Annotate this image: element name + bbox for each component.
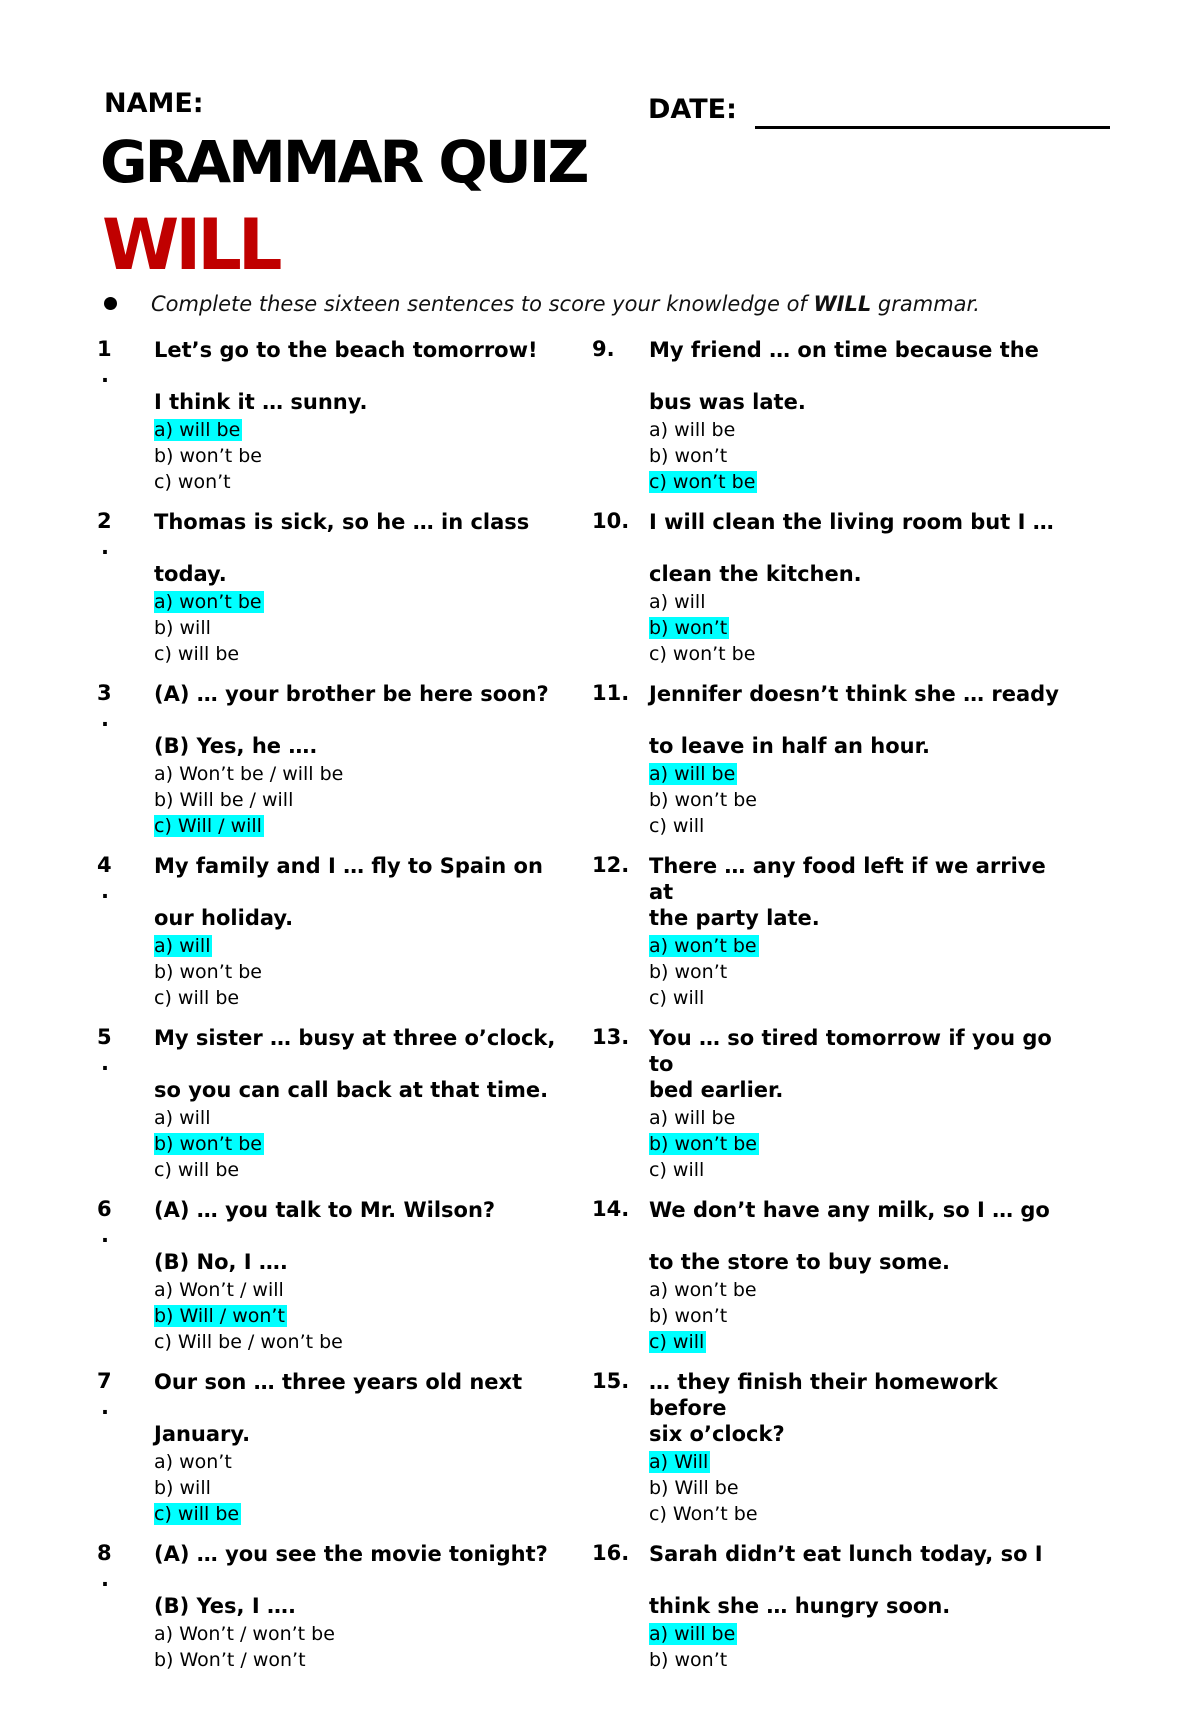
answer-option[interactable] [154, 615, 264, 641]
question-number-dot: . [101, 1051, 109, 1075]
question-number: 8 [97, 1541, 112, 1565]
answer-options [649, 1449, 758, 1527]
answer-options [649, 1277, 757, 1355]
answer-option-label: b) won’t [649, 617, 728, 639]
question-text-line2: to the store to buy some. [649, 1250, 950, 1274]
question-number-dot: . [101, 707, 109, 731]
question-text-line2: so you can call back at that time. [154, 1078, 549, 1102]
answer-option-label: c) will [649, 815, 705, 837]
answer-option-label: a) will [154, 1107, 211, 1129]
answer-option[interactable] [649, 1105, 759, 1131]
answer-option-label: b) won’t be [649, 1133, 757, 1155]
question-number: 5 [97, 1025, 112, 1049]
question-16 [592, 1541, 1152, 1713]
question-number: 12. [592, 853, 630, 877]
question-text-line1: I will clean the living room but I … [649, 510, 1054, 534]
question-text-line1: Jennifer doesn’t think she … ready [649, 682, 1059, 706]
answer-option-label: a) will be [649, 419, 736, 441]
instruction [104, 292, 980, 316]
question-text-line1: Let’s go to the beach tomorrow! [154, 338, 538, 362]
question-8 [97, 1541, 657, 1713]
question-text-line2: (B) Yes, I …. [154, 1594, 296, 1618]
answer-option-label: a) Won’t / will [154, 1279, 284, 1301]
question-10 [592, 509, 1152, 681]
page-subtitle: WILL [102, 204, 279, 286]
question-13 [592, 1025, 1152, 1197]
answer-option[interactable] [154, 469, 262, 495]
question-3 [97, 681, 657, 853]
answer-option[interactable] [649, 787, 757, 813]
answer-option-label: c) will [649, 1331, 705, 1353]
answer-option-label: c) will be [154, 1159, 240, 1181]
instruction-text-bold: WILL [813, 292, 872, 316]
answer-option-label: b) won’t be [649, 789, 757, 811]
question-2 [97, 509, 657, 681]
answer-options [649, 933, 759, 1011]
answer-option-label: c) will be [154, 1503, 240, 1525]
answer-option-highlighted[interactable] [154, 1303, 343, 1329]
question-text-line2: the party late. [649, 906, 820, 930]
answer-option-highlighted[interactable] [154, 933, 262, 959]
question-number-dot: . [101, 363, 109, 387]
question-text-line1: Thomas is sick, so he … in class [154, 510, 530, 534]
answer-option[interactable] [154, 1105, 264, 1131]
answer-option-label: b) Will be / will [154, 789, 294, 811]
question-text-line1: (A) … you talk to Mr. Wilson? [154, 1198, 496, 1222]
answer-option[interactable] [649, 1303, 757, 1329]
question-text-line1: My friend … on time because the [649, 338, 1039, 362]
answer-option-label: c) will [649, 987, 705, 1009]
question-number: 1 [97, 337, 112, 361]
answer-option-label: b) Will be [649, 1477, 739, 1499]
answer-options [154, 933, 262, 1011]
answer-option-label: c) won’t [154, 471, 231, 493]
question-text-line1: You … so tired tomorrow if you go [649, 1026, 1052, 1050]
question-9 [592, 337, 1152, 509]
question-number-dot: . [101, 1567, 109, 1591]
question-text-line1: Sarah didn’t eat lunch today, so I [649, 1542, 1043, 1566]
question-number: 10. [592, 509, 630, 533]
answer-option[interactable] [154, 1475, 241, 1501]
question-text-line2: bed earlier. [649, 1078, 784, 1102]
answer-options [154, 1277, 343, 1355]
question-number: 16. [592, 1541, 630, 1565]
question-number: 7 [97, 1369, 112, 1393]
answer-option-highlighted[interactable] [649, 1621, 737, 1647]
answer-option[interactable] [154, 959, 262, 985]
question-number-dot: . [101, 879, 109, 903]
date-label: DATE: [648, 94, 737, 125]
answer-option-label: a) will be [154, 419, 241, 441]
page-title: GRAMMAR QUIZ [100, 128, 587, 196]
answer-option[interactable] [649, 813, 757, 839]
question-text-line2: our holiday. [154, 906, 294, 930]
question-text-line1-wrap: to [649, 1052, 674, 1076]
answer-options [649, 417, 757, 495]
question-text-line2: to leave in half an hour. [649, 734, 930, 758]
question-text-line2: bus was late. [649, 390, 806, 414]
answer-option[interactable] [154, 761, 343, 787]
question-text-line2: six o’clock? [649, 1422, 785, 1446]
answer-option-label: a) will be [649, 1623, 736, 1645]
answer-option-label: b) won’t be [154, 445, 262, 467]
answer-option-label: a) won’t [154, 1451, 232, 1473]
answer-options [154, 589, 264, 667]
answer-option-label: a) Won’t / won’t be [154, 1623, 335, 1645]
question-number: 11. [592, 681, 630, 705]
question-14 [592, 1197, 1152, 1369]
answer-option-label: b) won’t [649, 445, 728, 467]
question-text-line1: Our son … three years old next [154, 1370, 523, 1394]
answer-option-label: a) won’t be [649, 1279, 757, 1301]
answer-option[interactable] [154, 443, 262, 469]
answer-option[interactable] [154, 787, 343, 813]
answer-option[interactable] [649, 1475, 758, 1501]
answer-option-label: c) Will be / won’t be [154, 1331, 343, 1353]
question-number: 14. [592, 1197, 630, 1221]
instruction-text-pre: Complete these sixteen sentences to score your knowledge of [151, 292, 814, 316]
answer-option-label: a) will be [649, 763, 736, 785]
answer-options [154, 1105, 264, 1183]
answer-option-label: a) won’t be [649, 935, 757, 957]
answer-option-label: c) will [649, 1159, 705, 1181]
question-text-line1: There … any food left if we arrive at [649, 854, 1046, 904]
answer-option-highlighted[interactable] [649, 1449, 758, 1475]
answer-option[interactable] [649, 1157, 759, 1183]
answer-option-highlighted[interactable] [154, 417, 262, 443]
answer-option-highlighted[interactable] [649, 469, 757, 495]
answer-option-highlighted[interactable] [154, 589, 264, 615]
answer-option-label: b) will [154, 1477, 211, 1499]
question-text-line2: (B) No, I …. [154, 1250, 288, 1274]
answer-options [649, 1621, 737, 1673]
answer-options [154, 1621, 335, 1673]
question-text-line1: (A) … your brother be here soon? [154, 682, 549, 706]
question-number: 4 [97, 853, 112, 877]
question-number: 6 [97, 1197, 112, 1221]
answer-option-label: a) Won’t be / will be [154, 763, 344, 785]
answer-option[interactable] [154, 1621, 335, 1647]
question-text-line2: clean the kitchen. [649, 562, 862, 586]
name-label: NAME: [104, 88, 204, 119]
answer-option-label: b) won’t [649, 961, 728, 983]
answer-option-highlighted[interactable] [154, 1131, 264, 1157]
answer-option-label: a) will [649, 591, 706, 613]
answer-option-label: c) won’t be [649, 471, 756, 493]
answer-option[interactable] [154, 641, 264, 667]
bullet-icon [104, 297, 117, 310]
answer-option-label: a) will [154, 935, 211, 957]
answer-option[interactable] [649, 1647, 737, 1673]
answer-option-highlighted[interactable] [649, 1131, 759, 1157]
question-5 [97, 1025, 657, 1197]
question-6 [97, 1197, 657, 1369]
question-7 [97, 1369, 657, 1541]
answer-option[interactable] [649, 641, 755, 667]
answer-option-label: c) will be [154, 643, 240, 665]
answer-option-label: b) won’t be [154, 961, 262, 983]
answer-option-label: b) Will / won’t [154, 1305, 285, 1327]
instruction-text-post: grammar. [871, 292, 980, 316]
answer-option-label: c) Will / will [154, 815, 262, 837]
answer-option[interactable] [154, 1277, 343, 1303]
date-field-line[interactable] [755, 126, 1110, 129]
answer-option[interactable] [154, 1157, 264, 1183]
answer-option-label: b) Won’t / won’t [154, 1649, 306, 1671]
question-4 [97, 853, 657, 1025]
answer-option[interactable] [649, 985, 759, 1011]
question-number: 3 [97, 681, 112, 705]
answer-option-highlighted[interactable] [649, 933, 759, 959]
question-15 [592, 1369, 1152, 1541]
answer-option-label: b) won’t be [154, 1133, 262, 1155]
answer-options [649, 589, 755, 667]
answer-option-label: a) will be [649, 1107, 736, 1129]
answer-option[interactable] [154, 1647, 335, 1673]
answer-options [154, 761, 343, 839]
answer-option-label: b) won’t [649, 1649, 728, 1671]
question-number: 2 [97, 509, 112, 533]
answer-option[interactable] [649, 1501, 758, 1527]
answer-option[interactable] [649, 1277, 757, 1303]
question-text-line1: My family and I … fly to Spain on [154, 854, 543, 878]
question-number-dot: . [101, 1395, 109, 1419]
answer-option[interactable] [154, 1329, 343, 1355]
question-number: 13. [592, 1025, 630, 1049]
question-text-line2: January. [154, 1422, 251, 1446]
answer-options [154, 417, 262, 495]
answer-option-label: b) will [154, 617, 211, 639]
answer-option-label: b) won’t [649, 1305, 728, 1327]
question-number-dot: . [101, 535, 109, 559]
question-text-line1: We don’t have any milk, so I … go [649, 1198, 1050, 1222]
question-text-line1: My sister … busy at three o’clock, [154, 1026, 556, 1050]
question-text-line2: think she … hungry soon. [649, 1594, 951, 1618]
answer-option[interactable] [649, 443, 757, 469]
answer-option[interactable] [649, 589, 755, 615]
question-text-line1: … they finish their homework before [649, 1370, 998, 1420]
question-1 [97, 337, 657, 509]
answer-options [154, 1449, 241, 1527]
answer-option[interactable] [649, 417, 757, 443]
answer-option-label: c) won’t be [649, 643, 756, 665]
answer-option-highlighted[interactable] [154, 813, 343, 839]
answer-option-label: a) Will [649, 1451, 709, 1473]
answer-options [649, 761, 757, 839]
answer-option-highlighted[interactable] [649, 761, 757, 787]
answer-option-highlighted[interactable] [649, 615, 755, 641]
question-number: 15. [592, 1369, 630, 1393]
question-text-line2: (B) Yes, he …. [154, 734, 318, 758]
question-text-line1: (A) … you see the movie tonight? [154, 1542, 548, 1566]
answer-option-highlighted[interactable] [649, 1329, 757, 1355]
answer-option[interactable] [649, 959, 759, 985]
question-11 [592, 681, 1152, 853]
question-number-dot: . [101, 1223, 109, 1247]
question-text-line2: today. [154, 562, 227, 586]
answer-option[interactable] [154, 1449, 241, 1475]
answer-options [649, 1105, 759, 1183]
question-12 [592, 853, 1152, 1025]
answer-option[interactable] [154, 985, 262, 1011]
question-number: 9. [592, 337, 615, 361]
answer-option-label: a) won’t be [154, 591, 262, 613]
answer-option-label: c) Won’t be [649, 1503, 758, 1525]
question-text-line2: I think it … sunny. [154, 390, 368, 414]
answer-option-label: c) will be [154, 987, 240, 1009]
answer-option-highlighted[interactable] [154, 1501, 241, 1527]
